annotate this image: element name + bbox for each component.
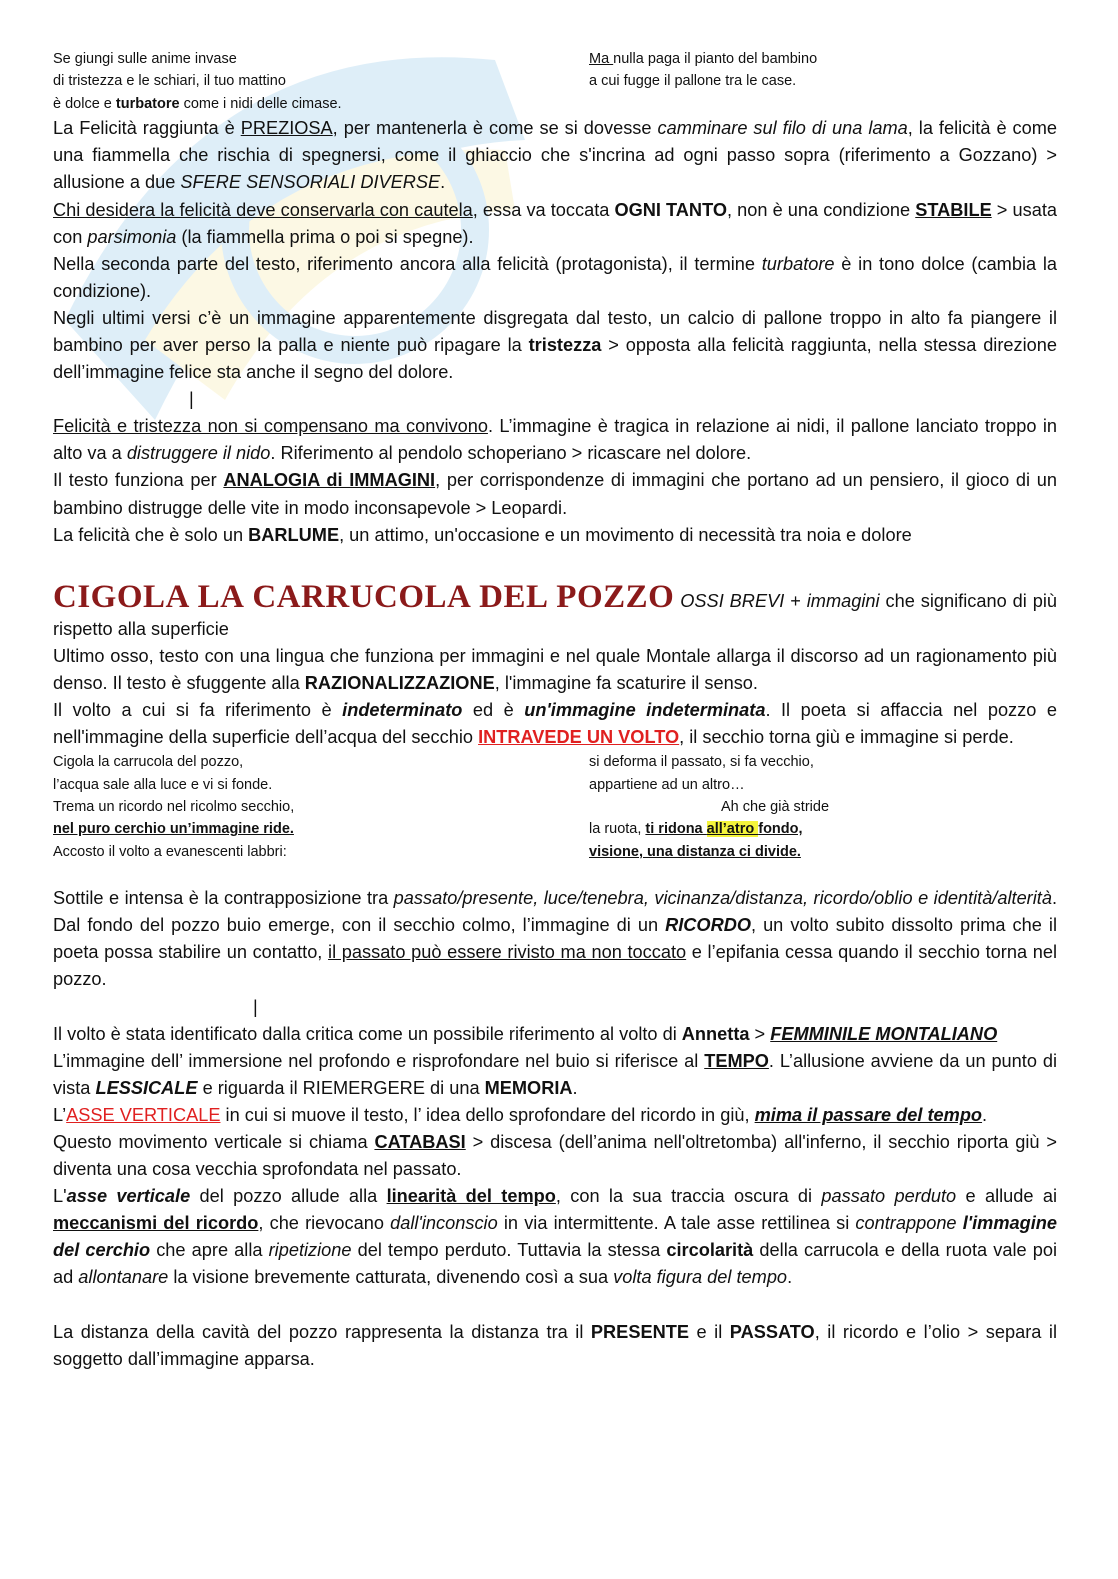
text-run: OSSI BREVI [680,590,785,611]
text-run: . L’allusione avviene da un punto di vista [53,1050,1057,1098]
paragraph [53,1048,1057,1102]
paragraph [53,643,1057,697]
poem-line [53,48,589,70]
text-run: L' [53,1186,67,1207]
text-run: . [982,1104,988,1125]
text-run: linearità del tempo [386,1186,556,1207]
separator-bar-2: | [253,996,258,1017]
poem-line [53,70,589,92]
text-run: . Il poeta si affaccia nel pozzo e nell'immagine della superficie dell’acqua del secchio [53,699,1057,747]
text-run: + [784,590,807,611]
text-run: in via intermittente. A tale asse rettilinea si [497,1213,856,1234]
text-run: distruggere il nido [126,443,271,464]
document-page [53,48,1057,1373]
text-run: contrappone [855,1213,957,1234]
text-run: camminare sul filo di una lama [657,118,908,139]
text-run: > [749,1023,771,1044]
section-felicita-2 [53,413,1057,548]
text-run: che apre alla [150,1240,269,1261]
text-run: L’ [53,1104,67,1125]
text-run: ripetizione [268,1240,352,1261]
text-run: turbatore [115,95,180,112]
text-run: nulla paga il pianto del bambino [613,51,818,67]
text-run: MEMORIA [484,1077,573,1098]
paragraph [53,197,1057,251]
paragraph [53,1129,1057,1183]
text-run: Trema un ricordo nel ricolmo secchio, [53,798,295,815]
text-run: in cui si muove il testo, l’ idea dello sprofondare del ricordo in giù, [220,1104,755,1125]
text-run: TEMPO [704,1050,769,1071]
paragraph [53,697,1057,751]
paragraph [53,467,1057,521]
poem-line [53,751,589,773]
poem-line [589,818,1057,840]
poem-line [589,751,1057,773]
text-run: > usata con [53,199,1057,247]
text-run: INTRAVEDE UN VOLTO [478,727,680,747]
text-run: a cui fugge il pallone tra le case. [589,73,797,90]
poem-line [589,796,1057,818]
paragraph [53,1319,1057,1373]
text-run: all’atro [706,821,759,838]
text-run: Accosto il volto a evanescenti labbri: [53,843,287,860]
paragraph [53,1102,1057,1129]
poem-line [53,818,589,840]
text-run: ti ridona [645,821,707,838]
text-run: che significano di più rispetto alla superficie [53,590,1057,639]
text-run: L’immagine dell’ immersione nel profondo e risprofondare nel buio si riferisce al [53,1050,705,1071]
section-felicita [53,115,1057,386]
text-run: Annetta [681,1023,750,1044]
text-run: mima il passare del tempo [754,1104,983,1125]
text-run: Negli ultimi versi c’è un immagine apparentemente disgregata dal testo, un calcio di pallone troppo in alto fa piangere il bambino per aver perso la palla e niente può ripagare la [53,307,1057,355]
text-run: meccanismi del ricordo [53,1213,259,1234]
section-distanza [53,1319,1057,1373]
text-run: Il testo funziona per [53,470,224,491]
text-run: asse verticale [66,1186,191,1207]
text-run: , con la sua traccia oscura di [555,1186,822,1207]
text-run: l’acqua sale alla luce e vi si fonde. [53,776,273,793]
text-run: La distanza della cavità del pozzo rappresenta la distanza tra il [53,1321,591,1342]
text-run: turbatore [761,253,835,274]
text-run: , per mantenerla è come se si dovesse [332,118,658,139]
paragraph [53,522,1057,549]
text-run: passato/presente, luce/tenebra, vicinanza/distanza, ricordo/oblio e identità/alterità [393,888,1052,909]
text-run: . [440,172,446,193]
text-run: , un volto subito dissolto prima che il poeta possa stabilire un contatto, [53,915,1057,963]
text-run: , un attimo, un'occasione e un movimento di necessità tra noia e dolore [339,524,912,545]
text-run: ANALOGIA di IMMAGINI [223,470,436,491]
poem2-right-column [589,751,1057,863]
text-run: parsimonia [87,226,177,247]
text-run: > discesa (dell’anima nell'oltretomba) all'inferno, il secchio riporta giù > diventa una cosa vecchia sprofondata nel passato. [53,1131,1057,1180]
text-run: nel puro cerchio un’immagine ride. [53,821,294,838]
text-run: . Dal fondo del pozzo buio emerge, con il secchio colmo, l’immagine di un [53,888,1058,936]
text-run: immagini [806,590,880,611]
paragraph [53,1183,1057,1291]
text-run: Se giungi sulle anime invase [53,51,237,67]
text-run: il passato può essere rivisto ma non toccato [328,942,687,963]
text-run: , essa va toccata [472,199,615,220]
text-run: , che rievocano [258,1213,391,1234]
text-run: un'immagine indeterminata [524,699,766,720]
text-run: SFERE SENSORIALI DIVERSE [180,172,441,193]
text-run: come i nidi delle cimase. [179,95,342,112]
poem1-left-column [53,48,589,115]
text-run: La felicità che è solo un [53,524,249,545]
text-run: Il volto a cui si fa riferimento è [53,699,343,720]
text-run: la ruota, [589,821,646,838]
text-run: di tristezza e le schiari, il tuo mattino [53,73,286,90]
text-run: FEMMINILE MONTALIANO [770,1023,998,1044]
text-run: appartiene ad un altro… [589,776,745,793]
poem-line [53,774,589,796]
text-run: Ma [589,51,614,67]
section-heading [53,578,1057,643]
paragraph [53,885,1057,993]
text-run: PASSATO [729,1321,815,1342]
text-run: , non è una condizione [727,199,916,220]
poem-line [589,48,1057,70]
text-run: Ultimo osso, testo con una lingua che funziona per immagini e nel quale Montale allarga il discorso ad un ragionamento più denso. Il testo è sfuggente alla [53,645,1057,693]
poem2-left-column [53,751,589,863]
text-run: Il volto è stata identificato dalla critica come un possibile riferimento al volto di [53,1023,682,1044]
text-run: . L’immagine è tragica in relazione ai nidi, il pallone lanciato troppo in alto va a [53,416,1057,464]
poem1-right-column [589,48,1057,115]
text-run: circolarità [666,1240,754,1261]
text-run: , per corrispondenze di immagini che portano ad un pensiero, il gioco di un bambino distrugge delle vite in modo inconsapevole > Leopardi. [53,470,1057,518]
text-run: Ah che già stride [721,798,830,815]
text-run: PRESENTE [590,1321,689,1342]
text-run: PREZIOSA [240,118,333,139]
text-run: , il secchio torna giù e immagine si perde. [679,727,1014,747]
text-run: del pozzo allude alla [190,1186,387,1207]
poem-line [53,796,589,818]
text-run: ASSE VERTICALE [66,1104,221,1125]
text-run: BARLUME [248,524,340,545]
text-run: > opposta alla felicità raggiunta, nella stessa direzione dell’immagine felice sta anche il segno del dolore. [53,334,1057,383]
text-run: la visione brevemente catturata, divenendo così a sua [168,1267,614,1288]
text-run: . [787,1267,793,1288]
paragraph [53,305,1057,386]
text-run: allontanare [78,1267,169,1288]
paragraph [53,251,1057,305]
text-run: indeterminato [342,699,463,720]
text-run: e l’epifania cessa quando il secchio torna nel pozzo. [53,942,1057,990]
text-run: Questo movimento verticale si chiama [53,1131,375,1152]
text-run: (la fiammella prima o poi si spegne). [176,226,474,247]
poem-line [589,841,1057,863]
text-run: passato perduto [821,1186,957,1207]
text-run: e riguarda il RIEMERGERE di una [197,1077,485,1098]
text-run: dall'inconscio [390,1213,498,1234]
section-contrapposizione [53,885,1057,993]
paragraph [53,1021,1057,1048]
text-run: è dolce e [53,95,116,112]
text-run: , il ricordo e l’olio > separa il soggetto dall’immagine apparsa. [53,1321,1058,1369]
text-run: , la felicità è come una fiammella che rischia di spegnersi, come il ghiaccio che s'incrina ad ogni passo sopra (riferimento a Gozzano) > allusione a due [53,118,1058,193]
text-run: volta figura del tempo [613,1267,788,1288]
text-run: Felicità e tristezza non si compensano ma convivono [53,416,488,437]
poem-line [53,841,589,863]
text-run: STABILE [915,199,992,220]
paragraph [53,413,1057,467]
text-run: è in tono dolce (cambia la condizione). [53,253,1058,301]
poem-excerpt-2 [53,751,1057,863]
paragraph [53,115,1057,196]
text-run: si deforma il passato, si fa vecchio, [589,754,814,771]
text-run: visione, una distanza ci divide. [589,843,801,860]
section-title: CIGOLA LA CARRUCOLA DEL POZZO [53,578,675,615]
text-run: e il [688,1321,730,1342]
text-run: RAZIONALIZZAZIONE [304,672,495,693]
text-run: Nella seconda parte del testo, riferimento ancora alla felicità (protagonista), il termine [53,253,762,274]
text-run: e allude ai [956,1186,1057,1207]
text-run: LESSICALE [95,1077,198,1098]
poem-line [589,774,1057,796]
text-run: . [572,1077,578,1098]
poem-line [589,70,1057,92]
poem-excerpt-1 [53,48,1057,115]
separator-bar: | [189,389,194,410]
text-run: . Riferimento al pendolo schoperiano > ricascare nel dolore. [270,443,752,464]
text-run: tristezza [528,334,602,355]
text-run: l'immagine del cerchio [53,1213,1057,1261]
text-run: ed è [462,699,525,720]
text-run: CATABASI [374,1131,466,1152]
text-run: , l'immagine fa scaturire il senso. [494,672,758,693]
text-run: della carrucola e della ruota vale poi ad [53,1240,1057,1288]
text-run: RICORDO [665,915,751,936]
section-tempo [53,1021,1057,1292]
text-run: fondo, [758,821,803,838]
text-run: del tempo perduto. Tuttavia la stessa [351,1240,667,1261]
text-run: Chi desidera la felicità deve conservarla con cautela [53,199,473,220]
poem-line [53,93,589,115]
text-run: Sottile e intensa è la contrapposizione tra [53,888,394,909]
text-run: OGNI TANTO [614,199,727,220]
section-carrucola [53,643,1057,751]
text-run: Cigola la carrucola del pozzo, [53,754,244,771]
text-run: La Felicità raggiunta è [53,118,241,139]
